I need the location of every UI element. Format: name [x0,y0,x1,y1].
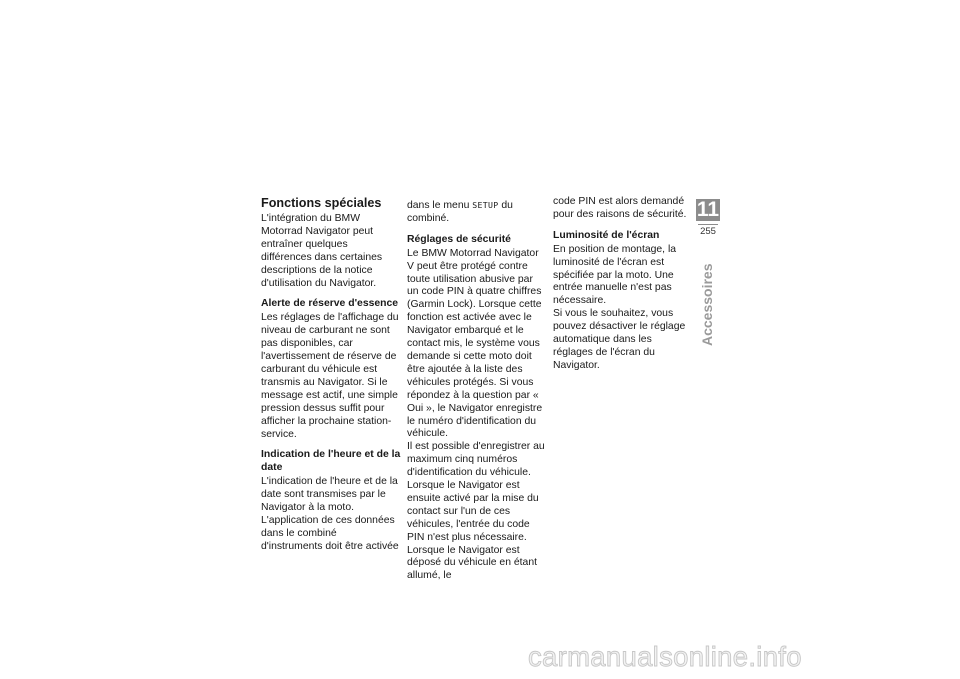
chapter-divider [698,224,718,225]
heading-security: Réglages de sécurité [407,233,511,245]
security-paragraph-4: Lorsque le Navigator est déposé du véhicule en étant allumé, le [407,544,537,582]
watermark: carmanualsonline.info [528,641,802,672]
security-paragraph: Le BMW Motorrad Navigator V peut être protégé contre toute utilisation abusive par un code PIN à quatre chiffres (Garmin Lock). Lorsque cette fonction est activée avec le Navigator embarqué et le contact mis, le système vous demande si cette moto doit être ajoutée à la liste des véhicules protégés. Si vous répondez à la question par « Oui », le Navigator enregistre le numéro d'identification du véhicule. [407,247,543,440]
fuel-reserve-paragraph: Les réglages de l'affichage du niveau de carburant ne sont pas disponibles, car l'avertissement de réserve de carburant du véhicule est transmis au Navigator. Si le message est actif, une simple pression dessus suffit pour afficher la prochaine station-service. [261,312,399,440]
page-number: 255 [700,226,716,237]
brightness-paragraph-2: Si vous le souhaitez, vous pouvez désactiver le réglage automatique dans les réglages de l'écran du Navigator. [553,308,686,371]
heading-fuel-reserve: Alerte de réserve d'essence [261,298,399,310]
chapter-side-title: Accessoires [699,263,715,346]
column-3 [553,196,693,373]
continued-text-b: du combiné. [407,200,513,224]
security-paragraph-3: Lorsque le Navigator est ensuite activé par la mise du contact sur l'un de ces véhicules, l'entrée du code PIN n'est plus nécessaire. [407,480,539,543]
heading-time-date: Indication de l'heure et de la date [261,449,401,474]
section-title: Fonctions spéciales [261,196,382,210]
chapter-tab: 11 [696,198,720,221]
heading-brightness: Luminosité de l'écran [553,229,660,241]
column-1 [261,196,401,554]
column-2 [407,199,547,583]
continued-paragraph [407,199,547,226]
continued-text-a: dans le menu [407,200,473,211]
brightness-paragraph: En position de montage, la luminosité de l'écran est spécifiée par la moto. Une entrée manuelle n'est pas nécessaire. [553,243,677,307]
time-date-paragraph: L'indication de l'heure et de la date sont transmises par le Navigator à la moto. L'application de ces données dans le combiné d'instruments doit être activée [261,476,399,552]
continued-paragraph-2: code PIN est alors demandé pour des raisons de sécurité. [553,196,687,220]
security-paragraph-2: Il est possible d'enregistrer au maximum cinq numéros d'identification du véhicule. [407,441,545,479]
setup-menu-code: SETUP [472,200,499,210]
intro-paragraph: L'intégration du BMW Motorrad Navigator peut entraîner quelques différences dans certaines descriptions de la notice d'utilisation du Navigator. [261,213,383,289]
